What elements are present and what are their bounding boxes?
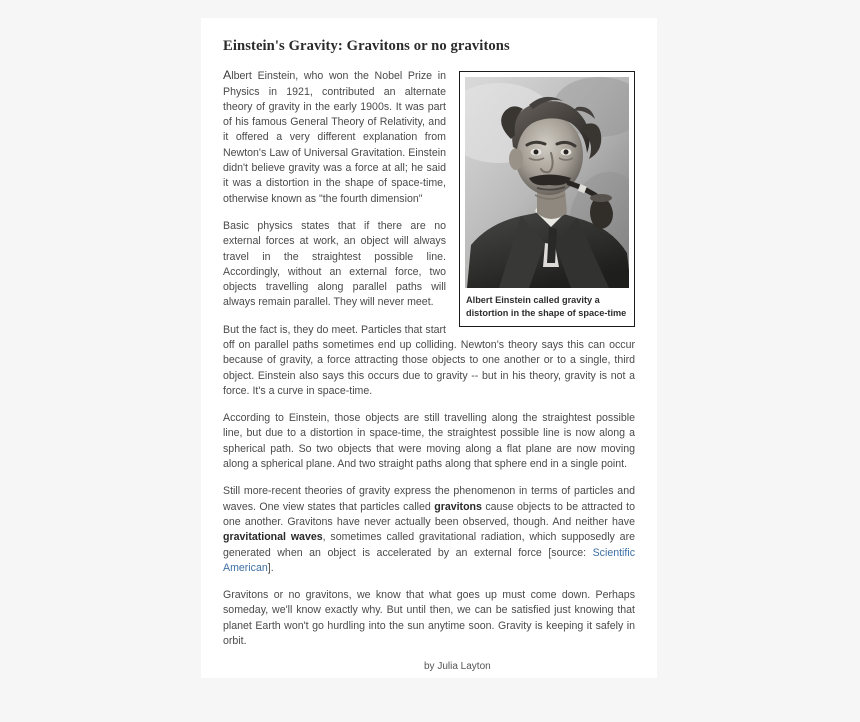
albert-einstein-portrait-photo <box>465 77 629 288</box>
paragraph-according-to-einstein: According to Einstein, those objects are still travelling along the straightest possible line, but due to a distortion in space-time, the straightest possible line is now along a spherical path. So two objects that were moving along a flat plane are now moving along a spherical plane. And two straight paths along that sphere end in a single point. <box>223 412 635 471</box>
p5-segment-c: cause objects to be attracted to one another. Gravitons have never actually been observed, though. And neither have <box>223 500 635 528</box>
p5-segment-a: Still more-recent theories of gravity express the phenomenon in terms of particles and waves. One view states that particles called <box>223 485 635 513</box>
p5-segment-f: ]. <box>267 561 274 574</box>
figure-caption <box>465 294 629 319</box>
paragraph-basic-physics: Basic physics states that if there are no external forces at work, an object will always travel in the straightest possible line. Accordingly, without an external force, two objects travelling along parallel paths will always remain parallel. They will never meet. <box>223 219 446 309</box>
figure-caption-line-2: distortion in the shape of space-time <box>466 307 627 318</box>
term-gravitational-waves: gravitational waves <box>223 531 323 544</box>
page-title: Einstein's Gravity: Gravitons or no gravitons <box>223 38 510 54</box>
source-link-scientific-american[interactable]: Scientific American <box>223 546 635 574</box>
p5-segment-e: , sometimes called gravitational radiation, which supposedly are generated when an object is accelerated by an external force [source: <box>223 531 635 559</box>
article-byline: by Julia Layton <box>424 661 491 672</box>
paragraph-conclusion: Gravitons or no gravitons, we know that what goes up must come down. Perhaps someday, we'll know exactly why. But until then, we can be satisfied just knowing that planet Earth won't go hurdling into the sun anytime soon. Gravity is keeping it safely in orbit. <box>223 589 635 648</box>
lead-capital: A <box>223 68 232 83</box>
article-figure <box>459 71 635 327</box>
article-sheet <box>201 18 657 678</box>
paragraph-gravitons-waves <box>223 484 635 576</box>
figure-caption-line-1: Albert Einstein called gravity a <box>466 295 600 306</box>
paragraph-particles-meet: But the fact is, they do meet. Particles that start off on parallel paths sometimes end up colliding. Newton's theory says this can occur because of gravity, a force attracting those objects to one another or to a single, third object. Einstein also says this occurs due to gravity -- but in his theory, gravity is not a force. It's a curve in space-time. <box>223 323 635 397</box>
paragraph-intro-text: lbert Einstein, who won the Nobel Prize in Physics in 1921, contributed an alternate theory of gravity in the early 1900s. It was part of his famous General Theory of Relativity, and it offered a very different explanation from Newton's Law of Universal Gravitation. Einstein didn't believe gravity was a force at all; he said it was a distortion in the shape of space-time, otherwise known as "the fourth dimension" <box>223 70 446 205</box>
term-gravitons: gravitons <box>434 500 482 513</box>
